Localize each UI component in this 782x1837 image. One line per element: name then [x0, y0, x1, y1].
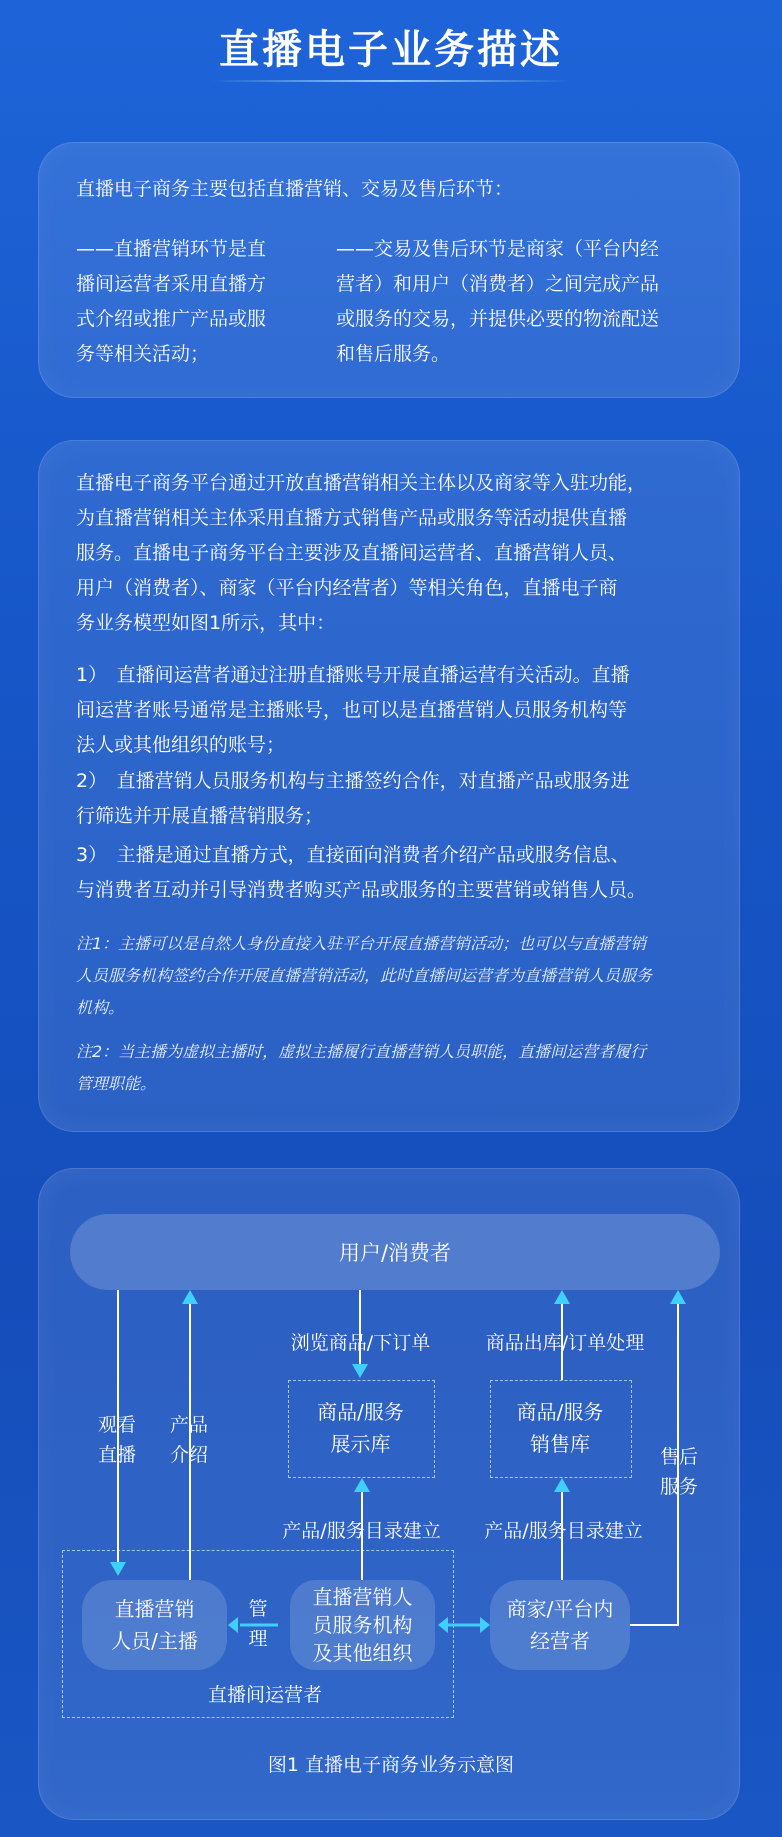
detail-line: 3） 主播是通过直播方式，直接面向消费者介绍产品或服务信息、: [76, 844, 630, 866]
arrowhead: [438, 1617, 448, 1633]
note-line: 注2：当主播为虚拟主播时，虚拟主播履行直播营销人员职能，直播间运营者履行: [76, 1042, 647, 1061]
merchant-line: 经营者: [530, 1629, 590, 1653]
intro-right-line: 或服务的交易，并提供必要的物流配送: [336, 308, 660, 330]
detail-line: 2） 直播营销人员服务机构与主播签约合作，对直播产品或服务进: [76, 770, 630, 792]
arrowhead: [554, 1478, 570, 1492]
product-intro-line: 介绍: [169, 1444, 208, 1466]
note-line: 人员服务机构签约合作开展直播营销活动，此时直播间运营者为直播营销人员服务: [76, 966, 653, 985]
detail-line: 务业务模型如图1所示，其中：: [76, 612, 336, 634]
arrowhead: [670, 1290, 686, 1304]
arrowhead: [228, 1617, 238, 1633]
intro-right-line: 营者）和用户（消费者）之间完成产品: [336, 273, 660, 295]
arrowhead: [354, 1478, 370, 1492]
watch-line: 观看: [97, 1414, 136, 1436]
note-line: 机构。: [76, 998, 125, 1017]
detail-line: 法人或其他组织的账号；: [76, 734, 286, 756]
intro-lead: 直播电子商务主要包括直播营销、交易及售后环节：: [76, 178, 514, 200]
detail-line: 1） 直播间运营者通过注册直播账号开展直播运营有关活动。直播: [76, 664, 630, 686]
detail-line: 行筛选并开展直播营销服务；: [76, 805, 324, 827]
agency-line: 员服务机构: [312, 1613, 413, 1637]
note-line: 注1：主播可以是自然人身份直接入驻平台开展直播营销活动；也可以与直播营销: [76, 934, 647, 953]
arrowhead: [554, 1290, 570, 1304]
sales-library-line: 销售库: [530, 1432, 590, 1456]
intro-left-line: ——直播营销环节是直: [76, 238, 267, 260]
detail-line: 直播电子商务平台通过开放直播营销相关主体以及商家等入驻功能，: [76, 472, 647, 494]
display-library-line: 展示库: [330, 1432, 391, 1456]
detail-line: 与消费者互动并引导消费者购买产品或服务的主要营销或销售人员。: [76, 879, 647, 901]
browse-label: 浏览商品/下订单: [290, 1332, 431, 1354]
operator-label: 直播间运营者: [207, 1684, 322, 1706]
streamer-line: 直播营销: [114, 1597, 195, 1621]
agency-line: 直播营销人: [312, 1585, 413, 1609]
outbound-label: 商品出库/订单处理: [485, 1332, 645, 1354]
merchant-line: 商家/平台内: [506, 1597, 614, 1621]
intro-left-line: 播间运营者采用直播方: [76, 273, 267, 295]
product-intro-line: 产品: [169, 1414, 208, 1436]
after-sales-arrow: [630, 1302, 678, 1625]
page-title: 直播电子业务描述: [219, 27, 563, 73]
user-consumer-node: 用户/消费者: [70, 1214, 720, 1290]
intro-right-line: 和售后服务。: [336, 343, 451, 365]
sales-library-line: 商品/服务: [516, 1400, 604, 1424]
intro-right-line: ——交易及售后环节是商家（平台内经: [336, 238, 660, 260]
intro-left-line: 务等相关活动；: [76, 343, 210, 365]
catalog-left-label: 产品/服务目录建立: [282, 1520, 441, 1542]
after-sales-line: 售后: [659, 1446, 698, 1468]
watch-line: 直播: [97, 1444, 136, 1466]
arrowhead: [110, 1562, 126, 1576]
note-line: 管理职能。: [76, 1074, 157, 1093]
detail-line: 用户（消费者）、商家（平台内经营者）等相关角色，直播电子商: [76, 577, 618, 599]
catalog-right-label: 产品/服务目录建立: [484, 1520, 643, 1542]
arrowhead: [352, 1364, 368, 1378]
streamer-line: 人员/主播: [111, 1629, 198, 1653]
arrowhead: [480, 1617, 490, 1633]
diagram-caption: 图1 直播电子商务业务示意图: [267, 1754, 515, 1776]
detail-line: 服务。直播电子商务平台主要涉及直播间运营者、直播营销人员、: [76, 542, 628, 564]
intro-left-line: 式介绍或推广产品或服: [76, 308, 267, 330]
manage-line: 管: [248, 1598, 268, 1620]
display-library-line: 商品/服务: [317, 1400, 404, 1424]
after-sales-line: 服务: [659, 1476, 698, 1498]
agency-line: 及其他组织: [312, 1641, 413, 1665]
detail-line: 为直播营销相关主体采用直播方式销售产品或服务等活动提供直播: [76, 507, 628, 529]
manage-line: 理: [248, 1628, 268, 1650]
arrowhead: [182, 1290, 198, 1304]
detail-line: 间运营者账号通常是主播账号，也可以是直播营销人员服务机构等: [76, 699, 628, 721]
